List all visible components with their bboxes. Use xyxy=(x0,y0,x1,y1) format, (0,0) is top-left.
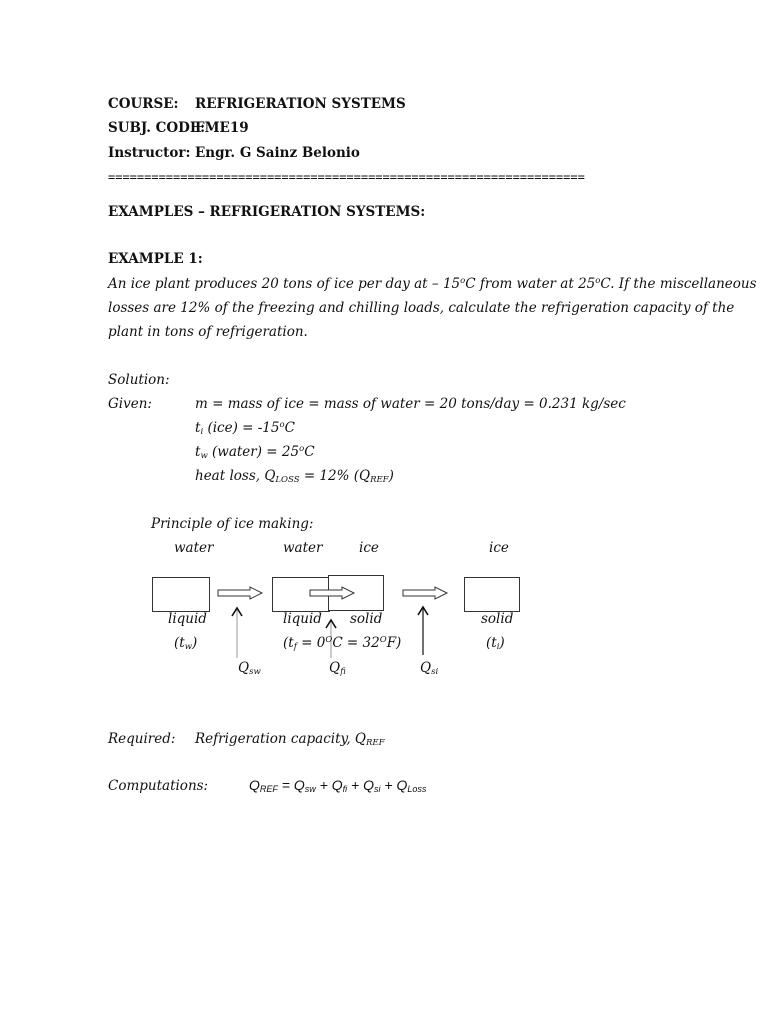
label-tf: $(t_f = 0^OC = 32^OF)$ xyxy=(283,635,402,652)
given-ice-temp: $t_i$ $(ice) = -15^oC$ xyxy=(195,420,295,437)
subj-code-value: FME19 xyxy=(195,120,249,136)
principle-label: Principle of ice making: xyxy=(151,516,314,532)
given-label: Given: xyxy=(108,396,152,412)
required-label: Required: xyxy=(108,731,176,747)
label-ti: $(t_i)$ xyxy=(486,635,505,652)
label-liquid-1: liquid xyxy=(168,611,207,627)
instructor-label: Instructor: xyxy=(108,145,191,161)
label-ice-1: ice xyxy=(359,540,379,556)
example-title: EXAMPLE 1: xyxy=(108,251,203,267)
label-q-sw: $Q_{sw}$ xyxy=(238,660,261,677)
label-ice-2: ice xyxy=(489,540,509,556)
process-arrow-2 xyxy=(310,587,354,599)
solution-label: Solution: xyxy=(108,372,170,388)
label-q-fi: $Q_{fi}$ xyxy=(329,660,346,677)
course-label: COURSE: xyxy=(108,96,179,112)
process-arrow-3 xyxy=(403,587,447,599)
problem-line-1: An ice plant produces 20 tons of ice per day at – 15$^o$C from water at 25$^o$C. If the miscellaneous xyxy=(108,276,757,292)
label-water-1: water xyxy=(174,540,214,556)
label-solid-2: solid xyxy=(481,611,514,627)
course-value: REFRIGERATION SYSTEMS xyxy=(195,96,406,112)
required-text: Refrigeration capacity, $Q_{REF}$ xyxy=(195,731,385,748)
problem-line-3: plant in tons of refrigeration. xyxy=(108,324,308,340)
given-water-temp: $t_w$ (water) = $25^oC$ xyxy=(195,444,315,461)
label-tw: $(t_w)$ xyxy=(174,635,198,652)
label-q-si: $Q_{si}$ xyxy=(420,660,439,677)
given-mass: m = mass of ice = mass of water = 20 tons/day = 0.231 kg/sec xyxy=(195,396,626,412)
computations-label: Computations: xyxy=(108,778,209,794)
given-heat-loss: heat loss, $Q_{LOSS} = 12\%$ $(Q_{REF})$ xyxy=(195,468,394,485)
instructor-value: Engr. G Sainz Belonio xyxy=(195,145,360,161)
label-water-2: water xyxy=(283,540,323,556)
separator-line: ================================================================== xyxy=(108,170,585,184)
label-liquid-2: liquid xyxy=(283,611,322,627)
capacity-formula: $Q_{REF} = Q_{sw} + Q_{fi} + Q_{si} + Q_{Loss}$ xyxy=(249,777,427,794)
subj-code-label: SUBJ. CODE: xyxy=(108,120,206,136)
section-title: EXAMPLES – REFRIGERATION SYSTEMS: xyxy=(108,204,426,220)
process-arrow-1 xyxy=(218,587,262,599)
label-solid-1: solid xyxy=(350,611,383,627)
problem-line-2: losses are 12% of the freezing and chilling loads, calculate the refrigeration capacity of the xyxy=(108,300,735,316)
